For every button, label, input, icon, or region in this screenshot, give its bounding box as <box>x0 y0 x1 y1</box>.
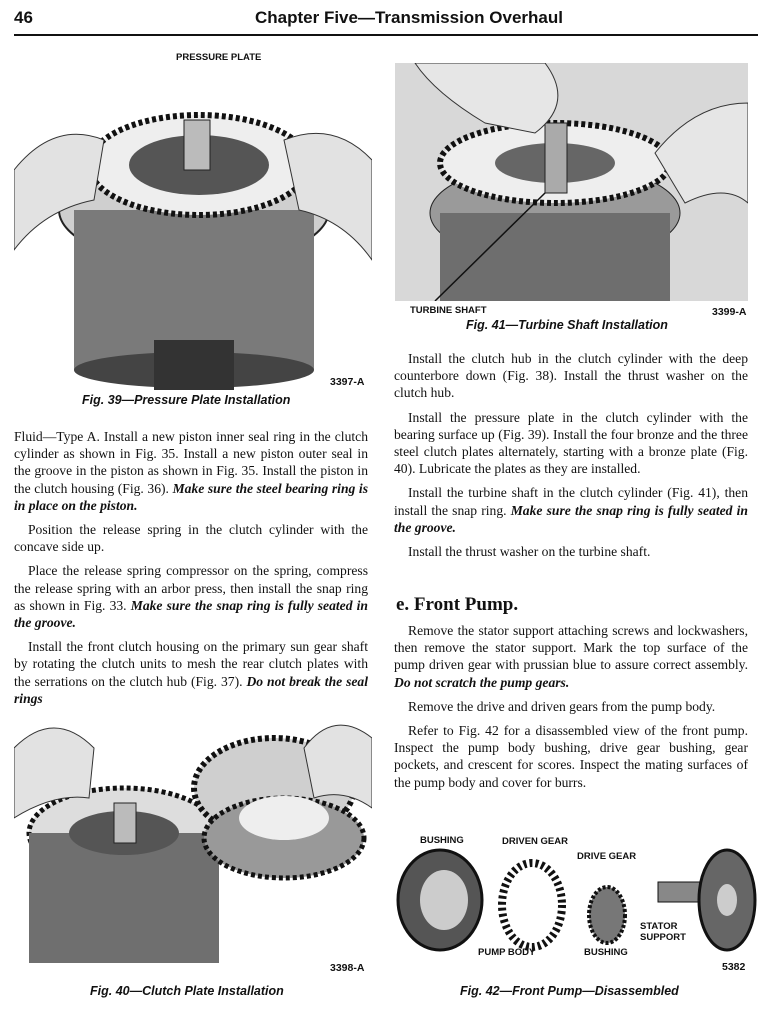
fig42-caption: Fig. 42—Front Pump—Disassembled <box>460 984 679 998</box>
right-paragraph-1: Install the clutch hub in the clutch cylinder with the deep counterbore down (Fig. 38). Install the thrust washer on the clutch hub. <box>394 351 748 401</box>
left-column-text <box>14 428 368 714</box>
fig42-label-pump-body: PUMP BODY <box>478 947 536 958</box>
fig41-photo <box>395 63 748 301</box>
left-paragraph-4: Install the front clutch housing on the primary sun gear shaft by rotating the clutch units to mesh the rear clutch plates with the serrations on the clutch hub (Fig. 37). Do not break the seal rings <box>14 639 369 706</box>
right-paragraph-3: Install the turbine shaft in the clutch cylinder (Fig. 41), then install the snap ring. Make sure the snap ring is fully seated in the groove. <box>394 485 748 535</box>
fig42-label-bushing-top: BUSHING <box>420 835 464 846</box>
fig40-photo <box>14 708 372 970</box>
fig41-number: 3399-A <box>712 306 747 318</box>
right-column-text-bottom <box>394 622 748 798</box>
left-paragraph-1: Fluid—Type A. Install a new piston inner seal ring in the clutch cylinder as shown in Fig. 35. Install a new piston outer seal in the groove in the piston as shown in Fig. 35. Install the piston in the clutch housing (Fig. 36). Make sure the steel bearing ring is in place on the piston. <box>14 429 368 513</box>
fig42-label-stator: STATOR <box>640 921 678 932</box>
header-rule <box>14 34 758 36</box>
fig42-number: 5382 <box>722 961 746 973</box>
fig39-photo <box>14 60 372 390</box>
fig42-photo <box>392 830 760 970</box>
right-paragraph-5: Remove the stator support attaching screws and lockwashers, then remove the stator support. Mark the top surface of the pump driven gear with prussian blue to assure correct assembly. Do not scratch the pump gears. <box>394 623 748 690</box>
section-heading-front-pump: e. Front Pump. <box>396 594 519 615</box>
fig42-label-driven-gear: DRIVEN GEAR <box>502 836 568 847</box>
right-paragraph-4: Install the thrust washer on the turbine shaft. <box>408 544 651 560</box>
left-paragraph-3: Place the release spring compressor on the spring, compress the release spring with an arbor press, then install the snap ring as shown in Fig. 33. Make sure the snap ring is fully seated in the groove. <box>14 563 368 631</box>
fig42-label-bushing-bottom: BUSHING <box>584 947 628 958</box>
fig41-caption: Fig. 41—Turbine Shaft Installation <box>466 318 668 332</box>
fig39-number: 3397-A <box>330 376 365 388</box>
page-number: 46 <box>14 8 33 27</box>
left-paragraph-2: Position the release spring in the clutch cylinder with the concave side up. <box>14 522 368 555</box>
right-paragraph-2: Install the pressure plate in the clutch cylinder with the bearing surface up (Fig. 39). Install the four bronze and the three steel clutch plates alternately, starting with a bronze plate (Fig. 40). Lubricate the plates as they are installed. <box>394 409 748 477</box>
chapter-title: Chapter Five—Transmission Overhaul <box>255 8 563 27</box>
fig42-label-support: SUPPORT <box>640 932 686 943</box>
fig39-caption: Fig. 39—Pressure Plate Installation <box>82 393 291 407</box>
right-paragraph-7: Refer to Fig. 42 for a disassembled view of the front pump. Inspect the pump body bushing, drive gear bushing, gear pockets, and crescent for scores. Inspect the mating surfaces of the pump body and cover for burrs. <box>394 723 748 790</box>
fig41-label-turbine-shaft: TURBINE SHAFT <box>410 305 487 316</box>
right-paragraph-6: Remove the drive and driven gears from the pump body. <box>408 698 716 714</box>
fig39-label-pressure-plate: PRESSURE PLATE <box>176 52 262 63</box>
fig40-caption: Fig. 40—Clutch Plate Installation <box>90 984 284 998</box>
fig42-label-drive-gear: DRIVE GEAR <box>577 851 637 862</box>
fig40-number: 3398-A <box>330 962 365 974</box>
right-column-text-top <box>394 350 748 567</box>
